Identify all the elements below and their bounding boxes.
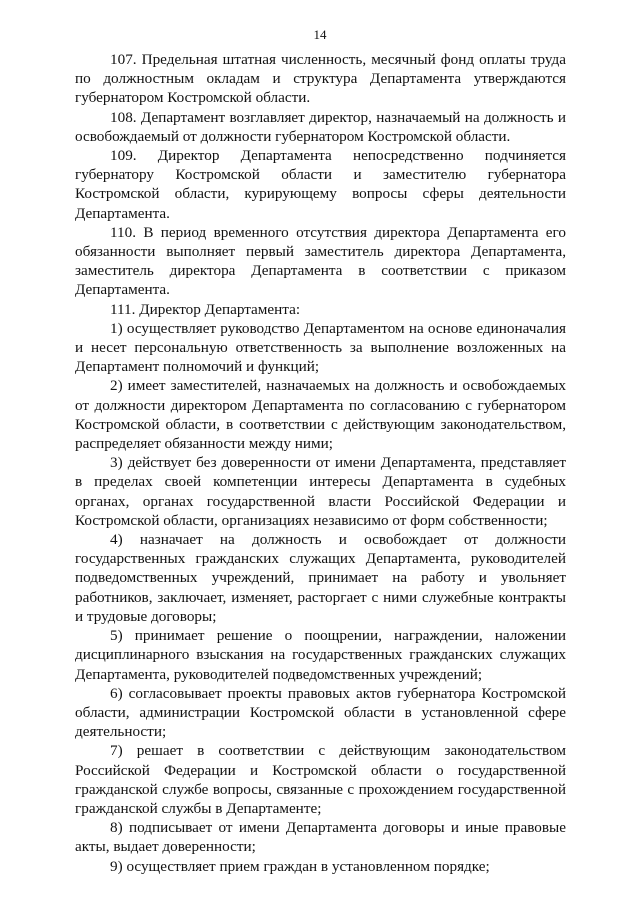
list-item-7: 7) решает в соответствии с действующим законодательством Российской Федерации и Костромской области о государственной гражданской службе вопросы, связанные с прохождением государственной гражданской службы в Департаменте;: [75, 742, 566, 817]
document-body: [75, 50, 566, 876]
paragraph-107: 107. Предельная штатная численность, месячный фонд оплаты труда по должностным окладам и структура Департамента утверждаются губернатором Костромской области.: [75, 51, 566, 107]
list-item-8: 8) подписывает от имени Департамента договоры и иные правовые акты, выдает доверенности;: [75, 819, 566, 856]
list-item-5: 5) принимает решение о поощрении, награждении, наложении дисциплинарного взыскания на государственных гражданских служащих Департамента, руководителей подведомственных учреждений;: [75, 627, 566, 683]
list-item-4: 4) назначает на должность и освобождает от должности государственных гражданских служащих Департамента, руководителей подведомственных учреждений, принимает на работу и увольняет работников, заключает, изменяет, расторгает с ними служебные контракты и трудовые договоры;: [75, 531, 566, 625]
paragraph-108: 108. Департамент возглавляет директор, назначаемый на должность и освобождаемый от должности губернатором Костромской области.: [75, 108, 566, 145]
list-item-3: 3) действует без доверенности от имени Департамента, представляет в пределах своей компетенции интересы Департамента в судебных органах, органах государственной власти Российской Федерации и Костромской области, организациях независимо от форм собственности;: [75, 454, 566, 529]
list-item-2: 2) имеет заместителей, назначаемых на должность и освобождаемых от должности директором Департамента по согласованию с губернатором Костромской области, в соответствии с действующим законодательством, распределяет обязанности между ними;: [75, 377, 566, 453]
paragraph-109: 109. Директор Департамента непосредственно подчиняется губернатору Костромской области и заместителю губернатора Костромской области, курирующему вопросы сферы деятельности Департамента.: [75, 147, 566, 222]
list-item-1: 1) осуществляет руководство Департаментом на основе единоначалия и несет персональную ответственность за выполнение возложенных на Департамент полномочий и функций;: [75, 319, 566, 376]
page-number: 14: [313, 27, 327, 42]
list-item-6: 6) согласовывает проекты правовых актов губернатора Костромской области, администрации Костромской области в установленной сфере деятельности;: [75, 684, 566, 741]
list-item-9: 9) осуществляет прием граждан в установленном порядке;: [110, 857, 490, 875]
paragraph-110: 110. В период временного отсутствия директора Департамента его обязанности выполняет первый заместитель директора Департамента, заместитель директора Департамента в соответствии с приказом Департамента.: [75, 223, 566, 299]
paragraph-111-heading: 111. Директор Департамента:: [110, 300, 301, 318]
